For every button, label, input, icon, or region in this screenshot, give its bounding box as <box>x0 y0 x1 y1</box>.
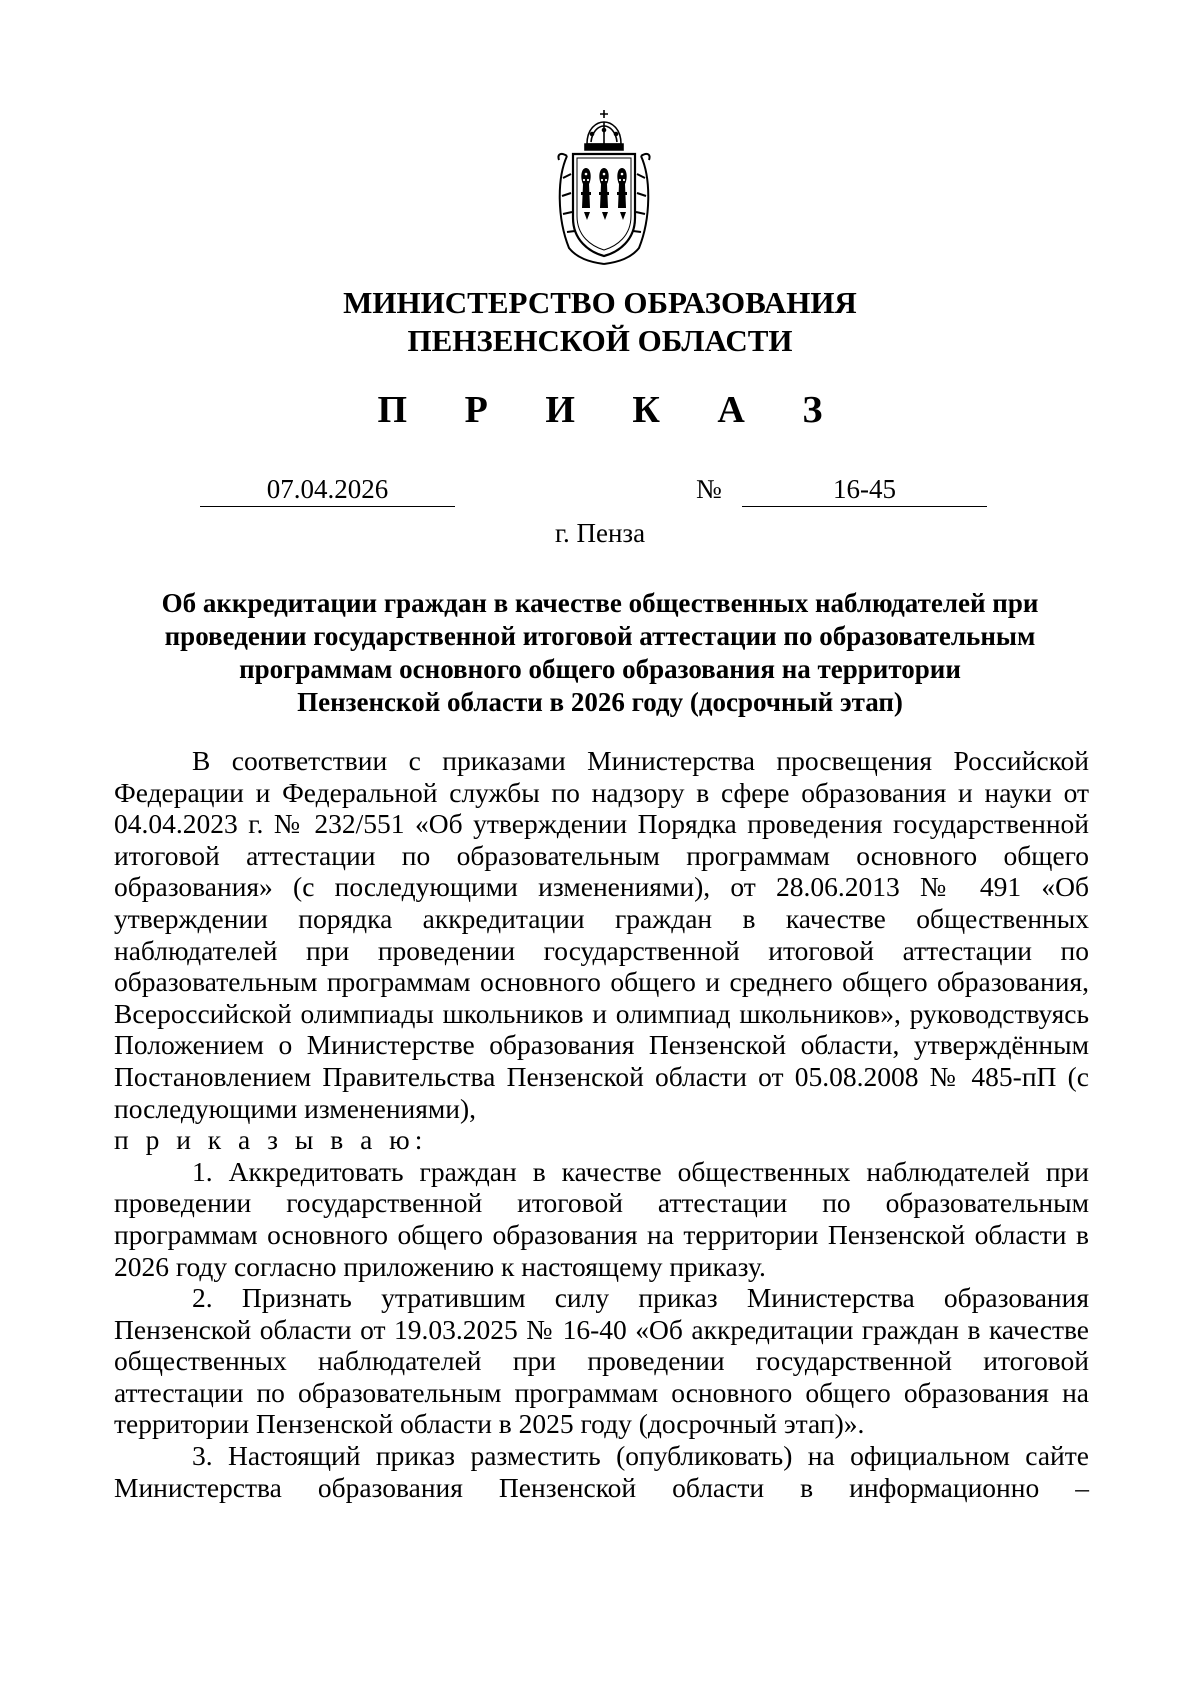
penza-coat-of-arms-icon <box>553 108 655 266</box>
order-number: 16-45 <box>742 473 987 507</box>
order-subject-line4: Пензенской области в 2026 году (досрочный этап) <box>297 687 903 717</box>
order-item-1: 1. Аккредитовать граждан в качестве общественных наблюдателей при проведении государственной итоговой аттестации по образовательным программам основного общего образования на территории Пензенской области в 2026 году согласно приложению к настоящему приказу. <box>114 1155 1089 1282</box>
document-type-heading: П Р И К А З <box>377 389 847 431</box>
order-subject <box>110 587 1090 719</box>
ministry-title-line1: МИНИСТЕРСТВО ОБРАЗОВАНИЯ <box>343 285 857 320</box>
order-date: 07.04.2026 <box>200 473 455 507</box>
preamble-paragraph: В соответствии с приказами Министерства просвещения Российской Федерации и Федеральной службы по надзору в сфере образования и науки от 04.04.2023 г. № 232/551 «Об утверждении Порядка проведения государственной итоговой аттестации по образовательным программам основного общего образования» (с последующими изменениями), от 28.06.2013 № 491 «Об утверждении порядка аккредитации граждан в качестве общественных наблюдателей при проведении государственной итоговой аттестации по образовательным программам основного общего и среднего общего образования, Всероссийской олимпиады школьников и олимпиад школьников», руководствуясь Положением о Министерстве образования Пензенской области, утверждённым Постановлением Правительства Пензенской области от 05.08.2008 № 485-пП (с последующими изменениями), <box>114 745 1089 1124</box>
order-number-sign: № <box>696 474 722 504</box>
order-subject-line1: Об аккредитации граждан в качестве общественных наблюдателей при <box>161 588 1039 618</box>
order-item-2: 2. Признать утратившим силу приказ Министерства образования Пензенской области от 19.03.2025 № 16-40 «Об аккредитации граждан в качестве общественных наблюдателей при проведении государственной итоговой аттестации по образовательным программам основного общего образования на территории Пензенской области в 2025 году (досрочный этап)». <box>114 1282 1089 1440</box>
order-subject-line3: программам основного общего образования на территории <box>239 654 961 684</box>
order-word: п р и к а з ы в а ю: <box>114 1124 428 1156</box>
order-item-3: 3. Настоящий приказ разместить (опубликовать) на официальном сайте Министерства образования Пензенской области в информационно – <box>114 1440 1089 1503</box>
order-body <box>114 745 1089 1503</box>
order-subject-line2: проведении государственной итоговой аттестации по образовательным <box>164 621 1036 651</box>
ministry-title-line2: ПЕНЗЕНСКОЙ ОБЛАСТИ <box>407 323 793 358</box>
issue-city: г. Пенза <box>554 518 646 548</box>
ministry-title <box>0 284 1200 360</box>
